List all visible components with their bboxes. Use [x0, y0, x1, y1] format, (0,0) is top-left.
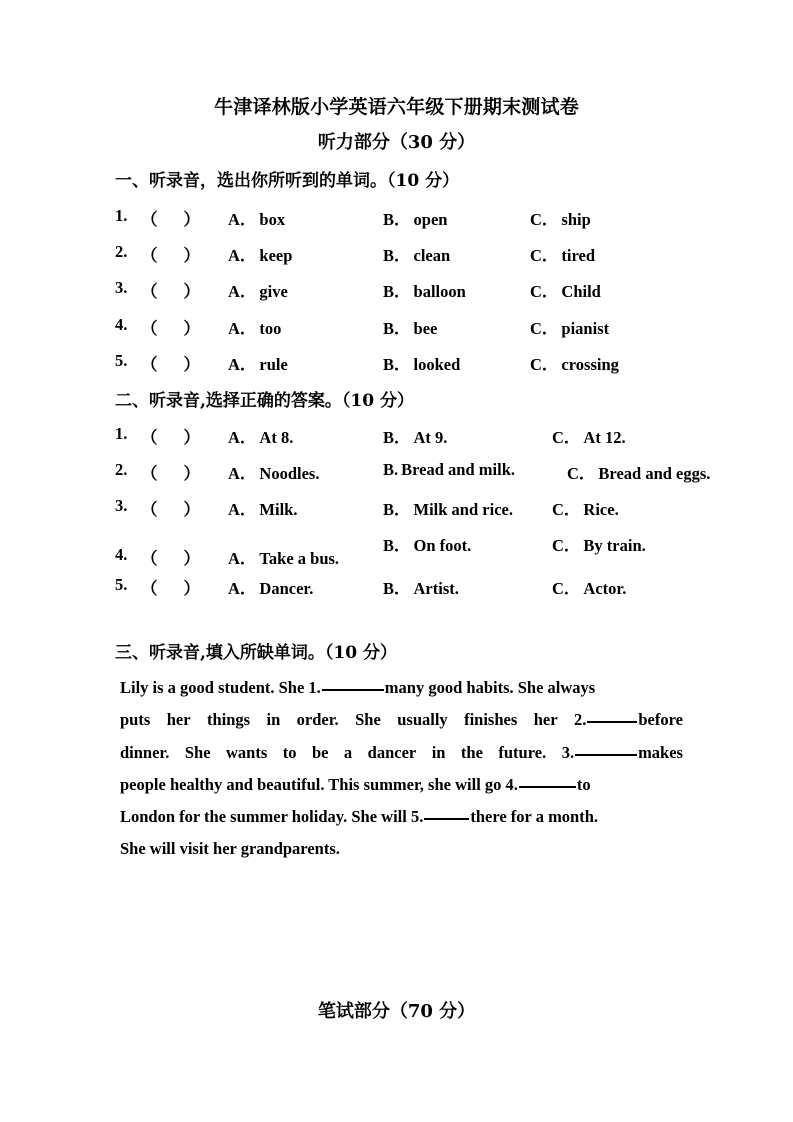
option-a[interactable]: A． Dancer. [228, 579, 314, 598]
passage-line-6: She will visit her grandparents. [120, 839, 340, 859]
passage-text: people healthy and beautiful. This summer, she will go 4. [120, 774, 518, 794]
option-a[interactable]: A． box [228, 210, 286, 229]
cloze-blank-3[interactable] [575, 741, 637, 756]
option-c[interactable]: C． Bread and eggs. [567, 464, 711, 483]
answer-blank-parentheses[interactable]: （ ） [141, 282, 200, 301]
passage-text: Lily is a good student. She 1. [120, 678, 321, 697]
question-number: 5. [115, 351, 128, 370]
question-number: 1. [115, 424, 128, 443]
question-number: 4. [115, 545, 128, 564]
question-number: 4. [115, 315, 128, 334]
passage-text: London for the summer holiday. She will 5. [120, 807, 424, 827]
passage-word: puts [120, 710, 151, 730]
passage-word: She [184, 742, 211, 762]
option-b[interactable]: B． At 9. [383, 428, 448, 447]
passage-word: a [343, 742, 353, 762]
option-c[interactable]: C． By train. [552, 536, 646, 555]
passage-word: her [533, 710, 558, 730]
question-number: 1. [115, 206, 128, 225]
passage-word: finishes [464, 710, 518, 730]
option-c[interactable]: C． Child [530, 282, 601, 301]
cloze-blank-2[interactable] [587, 708, 637, 723]
page-title: 牛津译林版小学英语六年级下册期末测试卷 [214, 96, 579, 118]
option-b[interactable]: B． open [383, 210, 448, 229]
passage-word: in [266, 710, 281, 730]
passage-word: the [460, 742, 483, 762]
option-a[interactable]: A． Milk. [228, 500, 298, 519]
passage-blank-group [574, 704, 683, 736]
answer-blank-parentheses[interactable]: （ ） [141, 319, 200, 338]
passage-word: 2. [573, 710, 587, 730]
passage-word: be [311, 742, 329, 762]
passage-line-4 [120, 769, 683, 801]
option-c[interactable]: C． pianist [530, 319, 610, 338]
answer-blank-parentheses[interactable]: （ ） [141, 355, 200, 374]
option-a[interactable]: A． Take a bus. [228, 549, 340, 568]
passage-word: makes [638, 742, 683, 762]
option-a[interactable]: A． too [228, 319, 282, 338]
option-a[interactable]: A． At 8. [228, 428, 294, 447]
passage-word: in [431, 742, 446, 762]
answer-blank-parentheses[interactable]: （ ） [141, 549, 200, 568]
section-1-heading: 一、听录音，选出你所听到的单词。（10 分） [115, 171, 460, 191]
passage-line-2 [120, 704, 683, 736]
passage-text: many good habits. She always [384, 678, 596, 697]
passage-word: dancer [367, 742, 417, 762]
answer-blank-parentheses[interactable]: （ ） [141, 500, 200, 519]
question-number: 2. [115, 242, 128, 261]
passage-word: wants [226, 742, 268, 762]
option-b[interactable]: B． On foot. [383, 536, 472, 555]
answer-blank-parentheses[interactable]: （ ） [141, 464, 200, 483]
option-c[interactable]: C． At 12. [552, 428, 626, 447]
passage-line-3 [120, 737, 683, 769]
option-a[interactable]: A． give [228, 282, 288, 301]
passage-word: order. [296, 710, 339, 730]
cloze-passage [120, 672, 683, 866]
cloze-blank-1[interactable] [322, 676, 384, 691]
question-number: 3. [115, 278, 128, 297]
option-b[interactable]: B． Milk and rice. [383, 500, 513, 519]
option-a[interactable]: A． Noodles. [228, 464, 320, 483]
passage-word: She [355, 710, 381, 730]
cloze-blank-5[interactable] [424, 805, 469, 820]
option-c[interactable]: C． tired [530, 246, 596, 265]
option-c[interactable]: C． crossing [530, 355, 619, 374]
option-b[interactable]: B． balloon [383, 282, 466, 301]
answer-blank-parentheses[interactable]: （ ） [141, 579, 200, 598]
passage-word: 3. [561, 742, 575, 762]
section-3-heading: 三、听录音,填入所缺单词。（10 分） [115, 643, 397, 663]
option-b[interactable]: B． Artist. [383, 579, 459, 598]
option-b[interactable]: B． bee [383, 319, 438, 338]
passage-line-1 [120, 672, 683, 704]
option-a[interactable]: A． rule [228, 355, 288, 374]
passage-line-5 [120, 801, 683, 833]
option-c[interactable]: C． Rice. [552, 500, 619, 519]
option-c[interactable]: C． Actor. [552, 579, 627, 598]
option-b[interactable]: B． clean [383, 246, 451, 265]
passage-word: before [638, 710, 683, 730]
option-b[interactable]: B. Bread and milk. [383, 460, 515, 479]
passage-word: usually [397, 710, 448, 730]
passage-blank-group [562, 737, 683, 769]
option-b[interactable]: B． looked [383, 355, 461, 374]
passage-text: there for a month. [470, 807, 599, 827]
written-part-title: 笔试部分（70 分） [317, 1001, 476, 1022]
cloze-blank-4[interactable] [519, 773, 576, 788]
option-a[interactable]: A． keep [228, 246, 293, 265]
passage-text: to [576, 774, 591, 794]
passage-word: to [282, 742, 297, 762]
question-number: 3. [115, 496, 128, 515]
passage-word: future. [498, 742, 547, 762]
answer-blank-parentheses[interactable]: （ ） [141, 428, 200, 447]
passage-word: her [166, 710, 191, 730]
option-c[interactable]: C． ship [530, 210, 591, 229]
passage-word: dinner. [120, 742, 170, 762]
listening-part-subtitle: 听力部分（30 分） [317, 132, 476, 153]
question-number: 5. [115, 575, 128, 594]
passage-word: things [206, 710, 251, 730]
section-2-heading: 二、听录音,选择正确的答案。（10 分） [115, 391, 414, 411]
answer-blank-parentheses[interactable]: （ ） [141, 210, 200, 229]
question-number: 2. [115, 460, 128, 479]
answer-blank-parentheses[interactable]: （ ） [141, 246, 200, 265]
